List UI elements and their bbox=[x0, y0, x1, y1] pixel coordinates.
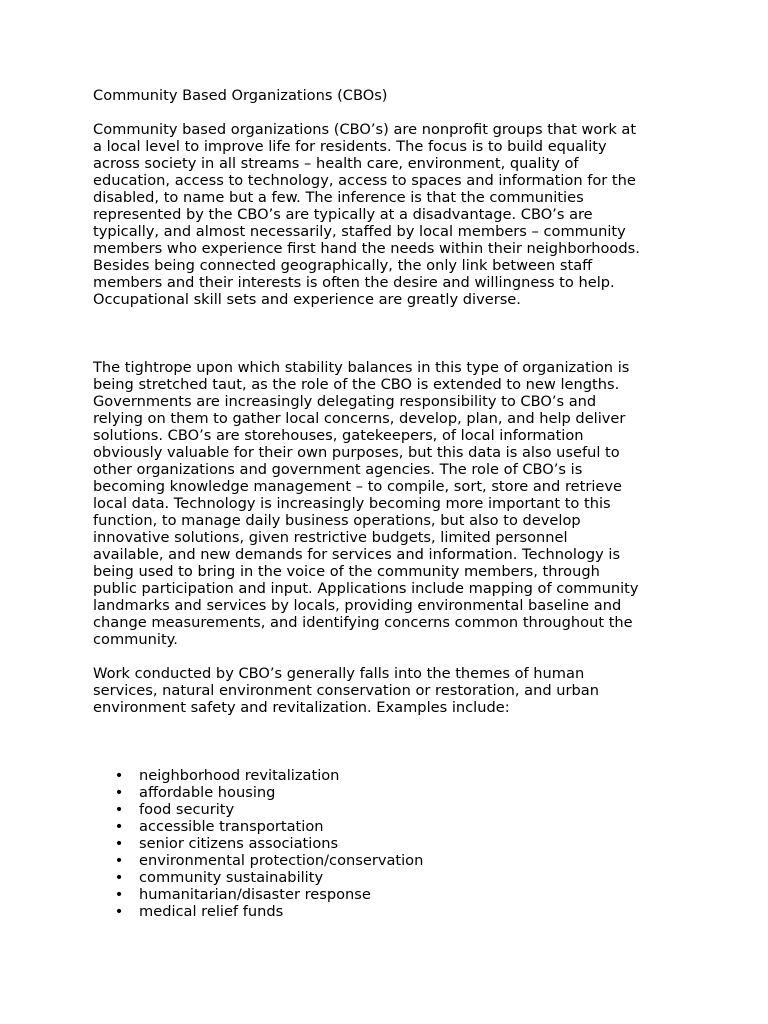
bullet-icon: • bbox=[114, 869, 124, 886]
bullet-icon: • bbox=[114, 903, 124, 920]
list-item bbox=[93, 852, 683, 869]
list-item bbox=[93, 801, 683, 818]
paragraph-role: The tightrope upon which stability balances in this type of organization is being stretched taut, as the role of the CBO is extended to new lengths. Governments are increasingly delegating responsibility to CBO’s and relying on them to gather local concerns, develop, plan, and help deliver solutions. CBO’s are storehouses, gatekeepers, of local information obviously valuable for their own purposes, but this data is also useful to other organizations and government agencies. The role of CBO’s is becoming knowledge management – to compile, sort, store and retrieve local data. Technology is increasingly becoming more important to this function, to manage daily business operations, but also to develop innovative solutions, given restrictive budgets, limited personnel available, and new demands for services and information. Technology is being used to bring in the voice of the community members, through public participation and input. Applications include mapping of community landmarks and services by locals, providing environmental baseline and change measurements, and identifying concerns common throughout the community. bbox=[93, 359, 639, 648]
list-item bbox=[93, 818, 683, 835]
list-item-label: community sustainability bbox=[139, 869, 324, 886]
list-item-label: food security bbox=[139, 801, 235, 818]
list-item bbox=[93, 903, 683, 920]
list-item bbox=[93, 835, 683, 852]
list-item-label: environmental protection/conservation bbox=[139, 852, 424, 869]
bullet-icon: • bbox=[114, 818, 124, 835]
list-item bbox=[93, 886, 683, 903]
document-page bbox=[93, 87, 683, 920]
list-item bbox=[93, 784, 683, 801]
list-item-label: medical relief funds bbox=[139, 903, 284, 920]
bullet-icon: • bbox=[114, 801, 124, 818]
list-item bbox=[93, 869, 683, 886]
bullet-icon: • bbox=[114, 784, 124, 801]
paragraph-intro: Community based organizations (CBO’s) are nonprofit groups that work at a local level to improve life for residents. The focus is to build equality across society in all streams – health care, environment, quality of education, access to technology, access to spaces and information for the disabled, to name but a few. The inference is that the communities represented by the CBO’s are typically at a disadvantage. CBO’s are typically, and almost necessarily, staffed by local members – community members who experience first hand the needs within their neighborhoods. Besides being connected geographically, the only link between staff members and their interests is often the desire and willingness to help. Occupational skill sets and experience are greatly diverse. bbox=[93, 121, 640, 308]
bullet-icon: • bbox=[114, 767, 124, 784]
examples-list bbox=[93, 767, 683, 920]
document-title: Community Based Organizations (CBOs) bbox=[93, 87, 388, 104]
list-item-label: accessible transportation bbox=[139, 818, 324, 835]
list-item-label: senior citizens associations bbox=[139, 835, 339, 852]
list-item-label: neighborhood revitalization bbox=[139, 767, 340, 784]
bullet-icon: • bbox=[114, 852, 124, 869]
bullet-icon: • bbox=[114, 835, 124, 852]
list-item bbox=[93, 767, 683, 784]
bullet-icon: • bbox=[114, 886, 124, 903]
list-item-label: affordable housing bbox=[139, 784, 276, 801]
list-item-label: humanitarian/disaster response bbox=[139, 886, 371, 903]
paragraph-themes: Work conducted by CBO’s generally falls into the themes of human services, natural environment conservation or restoration, and urban environment safety and revitalization. Examples include: bbox=[93, 665, 599, 716]
